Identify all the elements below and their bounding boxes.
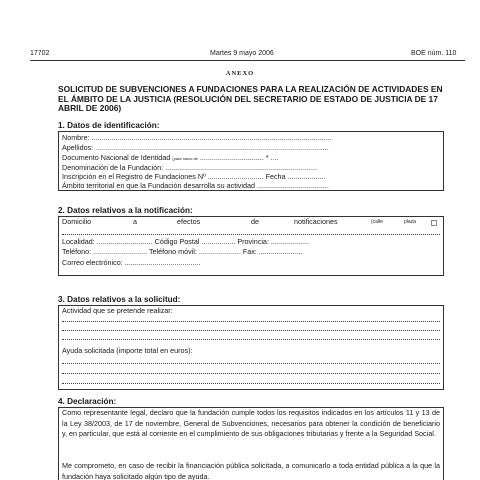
section4-box — [58, 407, 444, 480]
section3-title: 3. Datos relativos a la solicitud: — [58, 295, 181, 304]
dni-label: Documento Nacional de Identidad — [62, 153, 171, 162]
section3-box — [58, 305, 444, 390]
denominacion-field[interactable]: Denominación de la Fundación: ............................................................................ — [62, 163, 317, 172]
domicilio-calle: (calle — [371, 219, 383, 225]
domicilio-check[interactable] — [431, 220, 437, 226]
actividad-line-3[interactable] — [62, 339, 440, 340]
dni-dots: ................................ * .... — [199, 153, 279, 162]
section2-title: 2. Datos relativos a la notificación: — [58, 206, 193, 215]
section4-title: 4. Declaración: — [58, 397, 117, 406]
form-title: SOLICITUD DE SUBVENCIONES A FUNDACIONES PARA LA REALIZACIÓN DE ACTIVIDADES EN EL ÁMBITO DE LA JUSTICIA (RESOLUCIÓN DEL SECRETARIO DE ESTADO DE JUSTICIA DE 17 ABRIL DE 2006) — [58, 84, 443, 113]
domicilio-label: Domicilio — [62, 217, 92, 226]
ambito-field[interactable]: Ámbito territorial en que la Fundación desarrolla su actividad .................................... — [62, 181, 329, 190]
ayuda-line-3[interactable] — [62, 383, 440, 384]
domicilio-plaza: plaza — [404, 219, 416, 225]
nombre-field[interactable]: Nombre: ........................................................................................................................ — [62, 133, 332, 142]
dni-field[interactable] — [62, 153, 440, 163]
section2-box — [58, 216, 444, 276]
page-number: 17702 — [30, 50, 50, 57]
ayuda-label: Ayuda solicitada (importe total en euros): — [62, 346, 193, 355]
actividad-line-1[interactable] — [62, 321, 440, 322]
apellidos-field[interactable]: Apellidos: ..................................................................................................................... — [62, 143, 329, 152]
actividad-label: Actividad que se pretende realizar: — [62, 306, 173, 315]
dni-note: (para nacio de — [172, 156, 198, 161]
declaration-paragraph-2: Me comprometo, en caso de recibir la financiación pública solicitada, a comunicarlo a toda entidad pública a la que la fundación haya solicitado algún tipo de ayuda. — [62, 461, 440, 480]
journal-issue: BOE núm. 110 — [411, 50, 457, 57]
ayuda-line-1[interactable] — [62, 363, 440, 364]
domicilio-line[interactable] — [62, 234, 440, 235]
actividad-line-2[interactable] — [62, 330, 440, 331]
domicilio-notificaciones: notificaciones — [294, 217, 338, 226]
ayuda-line-2[interactable] — [62, 373, 440, 374]
publication-date: Martes 9 mayo 2006 — [210, 50, 274, 57]
section1-box — [58, 131, 444, 191]
domicilio-efectos: efectos — [177, 217, 201, 226]
annex-label: ANEXO — [225, 70, 255, 77]
telefono-field[interactable]: Teléfono: ........................... Teléfono móvil: ..................... Fax: ...................... — [62, 247, 303, 256]
inscripcion-field[interactable]: Inscripción en el Registro de Fundaciones Nº ............................ Fecha ................... — [62, 172, 326, 181]
localidad-field[interactable]: Localidad: ............................ Código Postal ................. Provincia: ................... — [62, 237, 309, 246]
header-rule — [30, 60, 465, 61]
correo-field[interactable]: Correo electrónico: ...................................... — [62, 258, 201, 267]
declaration-paragraph-1: Como representante legal, declaro que la fundación cumple todos los requisitos indicados en los artículos 11 y 13 de la Ley 38/2003, de 17 de noviembre, General de Subvenciones, necesarios para obtener la condición de beneficiario y, en particular, que está al corriente en el cumplimiento de sus obligaciones tributarias y frente a la Seguridad Social. — [62, 408, 440, 438]
section1-title: 1. Datos de identificación: — [58, 121, 160, 130]
domicilio-a: a — [133, 217, 137, 226]
domicilio-de: de — [251, 217, 259, 226]
